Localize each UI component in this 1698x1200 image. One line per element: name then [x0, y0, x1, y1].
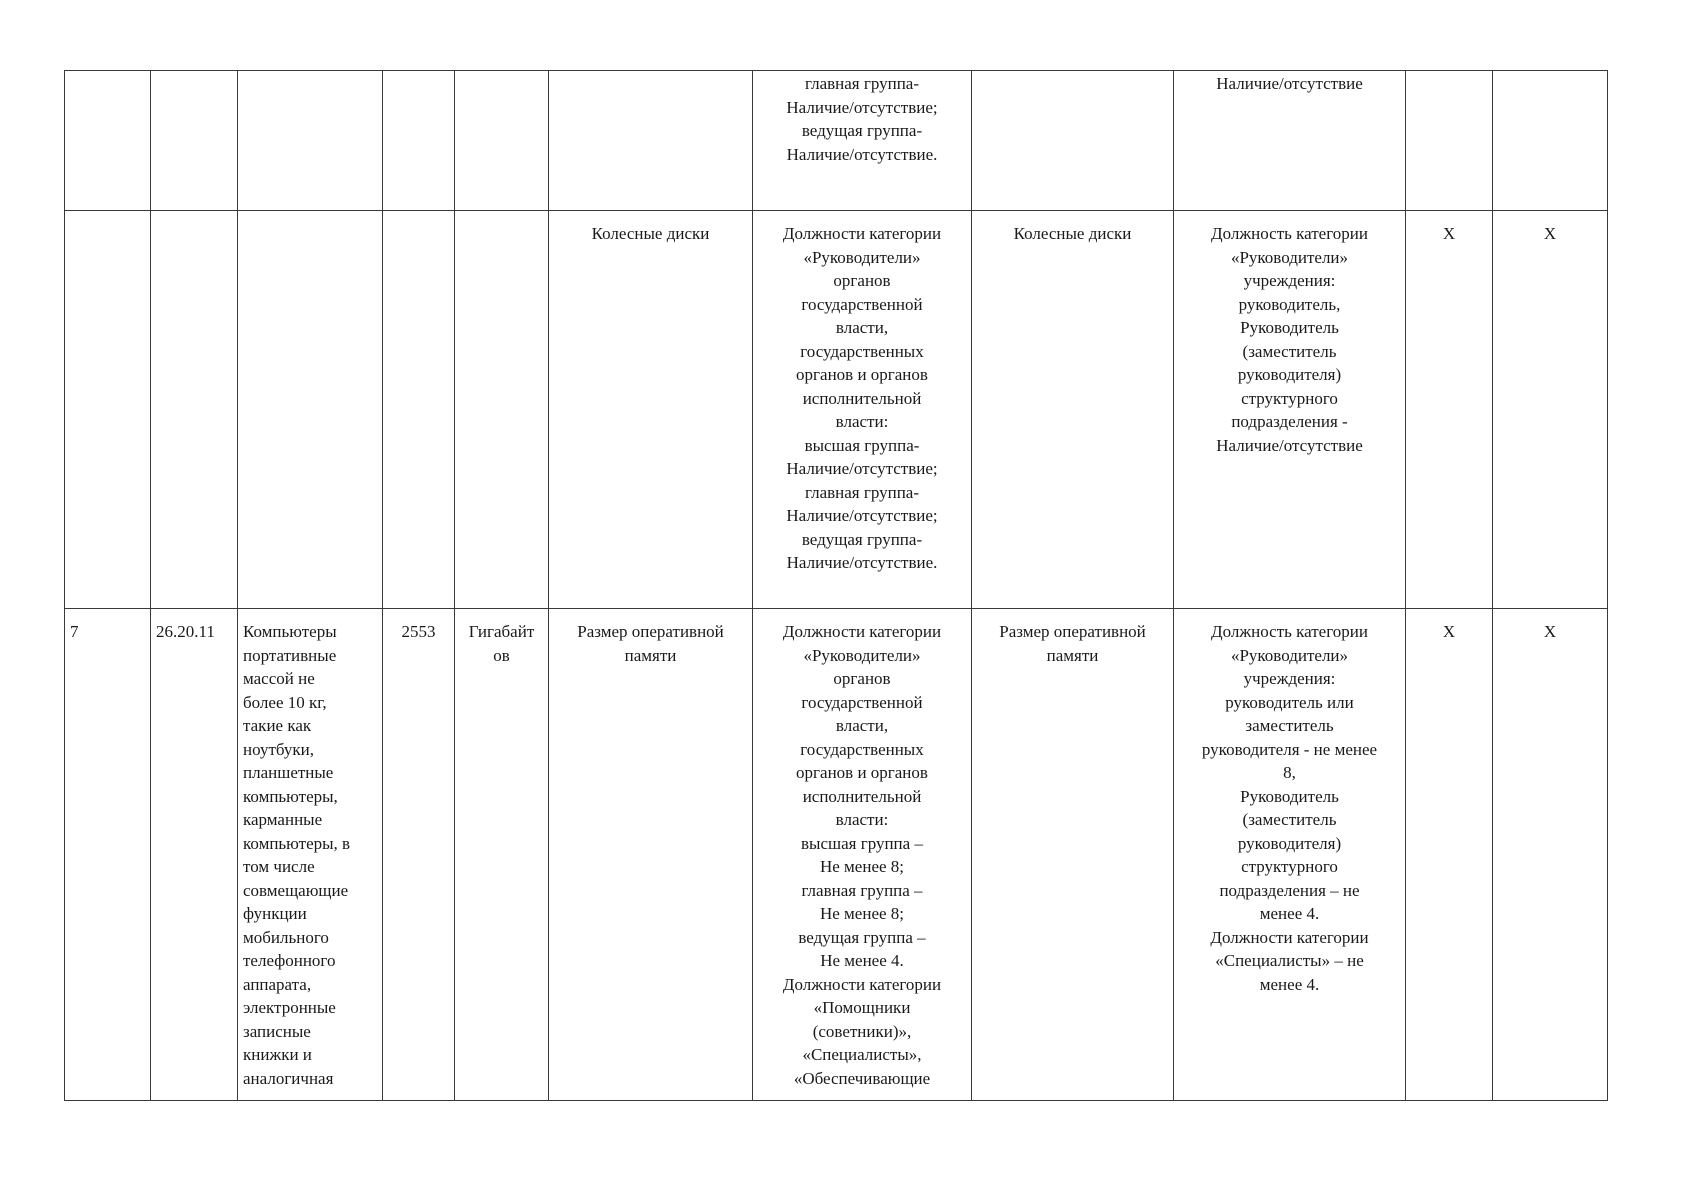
cell-unit: Гигабайт ов — [455, 609, 549, 1101]
cell-characteristic-value-2: Наличие/отсутствие — [1174, 71, 1406, 211]
cell-number — [65, 71, 151, 211]
cell-okei-code — [383, 211, 455, 609]
cell-justification: X — [1406, 609, 1493, 1101]
cell-okei-code — [383, 71, 455, 211]
cell-number — [65, 211, 151, 609]
cell-characteristic-2 — [972, 71, 1174, 211]
cell-characteristic: Размер оперативной памяти — [549, 609, 753, 1101]
table-row — [65, 71, 1608, 211]
cell-characteristic — [549, 71, 753, 211]
cell-characteristic-value-2: Должность категории «Руководители» учреждения: руководитель или заместитель руководителя - не менее 8, Руководитель (заместитель руководителя) структурного подразделения – не менее 4. Должности категории «Специалисты» – не менее 4. — [1174, 609, 1406, 1101]
cell-okpd-code: 26.20.11 — [151, 609, 238, 1101]
cell-okei-code: 2553 — [383, 609, 455, 1101]
cell-product-name: Компьютеры портативные массой не более 10 кг, такие как ноутбуки, планшетные компьютеры, карманные компьютеры, в том числе совмещающие функции мобильного телефонного аппарата, электронные записные книжки и аналогичная — [238, 609, 383, 1101]
cell-number: 7 — [65, 609, 151, 1101]
cell-characteristic-value: Должности категории «Руководители» органов государственной власти, государственных органов и органов исполнительной власти: высшая группа- Наличие/отсутствие; главная группа- Наличие/отсутствие; ведущая группа- Наличие/отсутствие. — [753, 211, 972, 609]
spec-table — [64, 70, 1608, 1101]
cell-justification: X — [1406, 211, 1493, 609]
cell-function: X — [1493, 609, 1608, 1101]
cell-characteristic-2: Размер оперативной памяти — [972, 609, 1174, 1101]
cell-characteristic-value-2: Должность категории «Руководители» учреждения: руководитель, Руководитель (заместитель руководителя) структурного подразделения - Наличие/отсутствие — [1174, 211, 1406, 609]
cell-justification — [1406, 71, 1493, 211]
table-row — [65, 211, 1608, 609]
cell-function — [1493, 71, 1608, 211]
cell-okpd-code — [151, 211, 238, 609]
cell-function: X — [1493, 211, 1608, 609]
cell-characteristic-value: Должности категории «Руководители» органов государственной власти, государственных органов и органов исполнительной власти: высшая группа – Не менее 8; главная группа – Не менее 8; ведущая группа – Не менее 4. Должности категории «Помощники (советники)», «Специалисты», «Обеспечивающие — [753, 609, 972, 1101]
cell-unit — [455, 71, 549, 211]
table-row — [65, 609, 1608, 1101]
cell-characteristic-value: главная группа- Наличие/отсутствие; ведущая группа- Наличие/отсутствие. — [753, 71, 972, 211]
cell-product-name — [238, 71, 383, 211]
cell-okpd-code — [151, 71, 238, 211]
cell-characteristic: Колесные диски — [549, 211, 753, 609]
cell-characteristic-2: Колесные диски — [972, 211, 1174, 609]
cell-product-name — [238, 211, 383, 609]
cell-unit — [455, 211, 549, 609]
